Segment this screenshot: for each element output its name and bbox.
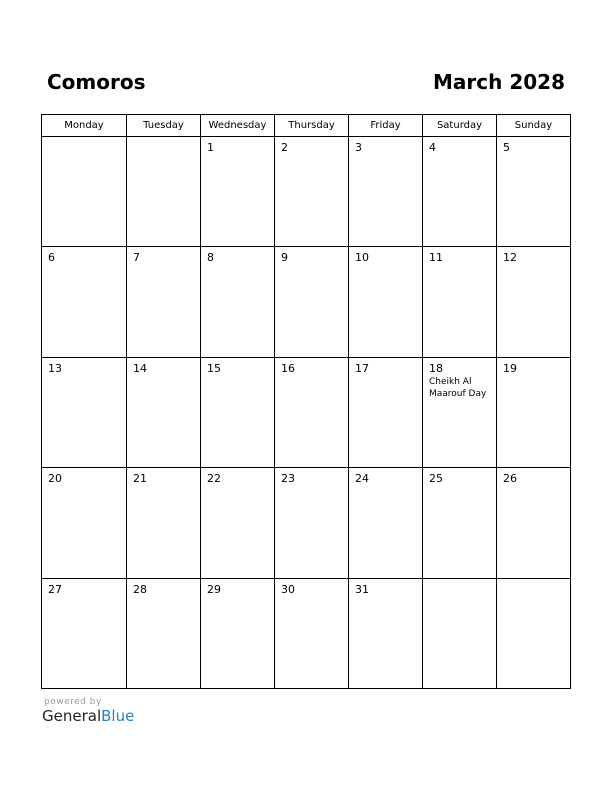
weekday-header-wednesday: Wednesday — [201, 115, 275, 137]
day-cell — [127, 247, 201, 357]
day-number: 8 — [207, 251, 214, 265]
weekday-header-friday: Friday — [349, 115, 423, 137]
day-number: 3 — [355, 141, 362, 154]
day-cell — [42, 578, 127, 688]
day-number: 11 — [429, 251, 443, 265]
day-number: 5 — [503, 141, 510, 154]
day-cell — [201, 247, 275, 357]
day-number: 16 — [281, 361, 295, 375]
day-cell — [127, 578, 201, 688]
day-cell — [423, 137, 497, 247]
day-cell — [423, 247, 497, 357]
day-cell — [201, 137, 275, 247]
day-cell — [127, 357, 201, 467]
day-cell — [275, 578, 349, 688]
week-row — [42, 468, 571, 578]
day-number: 29 — [207, 582, 221, 596]
day-number: 6 — [48, 251, 55, 265]
day-cell — [127, 137, 201, 247]
day-number: 19 — [503, 361, 517, 375]
day-cell — [42, 137, 127, 247]
day-number — [497, 579, 570, 583]
day-cell — [42, 357, 127, 467]
day-number: 2 — [281, 141, 288, 154]
day-number: 9 — [281, 251, 288, 265]
brand-blue-text: Blue — [101, 707, 135, 725]
day-number: 13 — [48, 361, 62, 375]
day-cell — [497, 357, 571, 467]
day-cell — [275, 357, 349, 467]
day-cell — [349, 357, 423, 467]
weekday-header-tuesday: Tuesday — [127, 115, 201, 137]
brand-general-text: General — [42, 707, 102, 725]
powered-by-text: powered by — [44, 697, 102, 707]
day-number: 18 — [429, 361, 443, 375]
holiday-label: Cheikh Al Maarouf Day — [429, 376, 487, 399]
day-number: 17 — [355, 361, 369, 375]
day-cell — [275, 468, 349, 578]
day-number: 10 — [355, 251, 369, 265]
day-number: 22 — [207, 472, 221, 486]
day-number: 21 — [133, 472, 147, 486]
day-cell — [42, 247, 127, 357]
country-title: Comoros — [47, 70, 146, 94]
day-cell — [201, 357, 275, 467]
week-row — [42, 578, 571, 688]
day-number: 25 — [429, 472, 443, 486]
day-number: 26 — [503, 472, 517, 486]
week-row — [42, 357, 571, 467]
week-row — [42, 247, 571, 357]
day-cell — [201, 578, 275, 688]
day-number: 15 — [207, 361, 221, 375]
day-number — [127, 137, 200, 141]
day-cell-holiday — [423, 357, 497, 467]
day-number — [423, 579, 496, 583]
day-cell — [275, 137, 349, 247]
weekday-header-sunday: Sunday — [497, 115, 571, 137]
week-row — [42, 137, 571, 247]
day-cell — [349, 137, 423, 247]
day-number: 20 — [48, 472, 62, 486]
month-year-title: March 2028 — [433, 70, 565, 94]
day-number: 7 — [133, 251, 140, 265]
weekday-header-monday: Monday — [42, 115, 127, 137]
day-cell — [423, 468, 497, 578]
day-number: 30 — [281, 582, 295, 596]
weekday-header-row — [42, 115, 571, 137]
brand-logo[interactable] — [42, 707, 134, 725]
day-number: 1 — [207, 141, 214, 154]
day-cell — [497, 247, 571, 357]
day-number: 28 — [133, 582, 147, 596]
day-number: 27 — [48, 582, 62, 596]
day-number: 24 — [355, 472, 369, 486]
day-cell — [497, 578, 571, 688]
day-cell — [349, 247, 423, 357]
footer-branding — [42, 697, 134, 725]
day-cell — [497, 468, 571, 578]
weekday-header-thursday: Thursday — [275, 115, 349, 137]
day-number — [42, 137, 126, 141]
day-cell — [497, 137, 571, 247]
day-cell — [127, 468, 201, 578]
weekday-header-saturday: Saturday — [423, 115, 497, 137]
day-cell — [42, 468, 127, 578]
day-number: 14 — [133, 361, 147, 375]
day-cell — [201, 468, 275, 578]
day-cell — [275, 247, 349, 357]
day-number: 12 — [503, 251, 517, 265]
calendar-grid — [41, 114, 571, 689]
day-cell — [423, 578, 497, 688]
day-cell — [349, 468, 423, 578]
day-number: 23 — [281, 472, 295, 486]
day-cell — [349, 578, 423, 688]
day-number: 31 — [355, 582, 369, 596]
day-number: 4 — [429, 141, 436, 154]
